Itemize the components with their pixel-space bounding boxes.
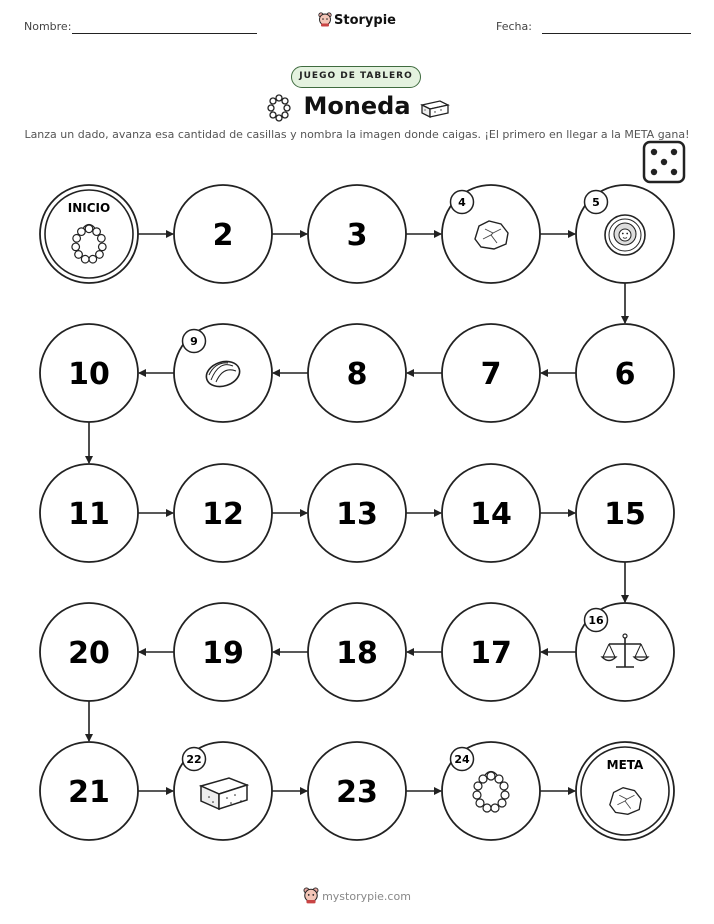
space-number: 17 <box>470 636 512 671</box>
space-number: 18 <box>336 636 378 671</box>
footer <box>0 887 714 904</box>
space-label: INICIO <box>67 201 111 215</box>
space-number: 11 <box>68 497 110 532</box>
space-number: 12 <box>202 497 244 532</box>
board-space <box>442 742 540 840</box>
board-space <box>174 324 272 422</box>
space-number: 23 <box>336 775 378 810</box>
board-space <box>308 185 406 283</box>
board-space <box>174 464 272 562</box>
space-number: 5 <box>592 196 600 209</box>
board-space <box>442 185 540 283</box>
space-number: 16 <box>588 614 604 627</box>
footer-url[interactable]: mystorypie.com <box>322 890 411 903</box>
board-space <box>40 464 138 562</box>
board-cells <box>40 185 674 840</box>
board-space <box>576 464 674 562</box>
space-number: 22 <box>186 753 202 766</box>
game-type-badge: JUEGO DE TABLERO <box>291 66 421 88</box>
board-space <box>308 603 406 701</box>
space-number: 2 <box>212 218 234 253</box>
space-number: 14 <box>470 497 512 532</box>
board-space <box>40 324 138 422</box>
date-label: Fecha: <box>496 20 532 33</box>
space-number: 7 <box>480 357 502 392</box>
space-number: 15 <box>604 497 646 532</box>
space-number: 9 <box>190 335 198 348</box>
board-space <box>442 464 540 562</box>
space-number: 6 <box>614 357 636 392</box>
board-space <box>576 603 674 701</box>
space-number: 4 <box>458 196 466 209</box>
board-space <box>174 603 272 701</box>
board-space <box>40 742 138 840</box>
goal-space <box>576 742 674 840</box>
brand-name: Storypie <box>334 13 396 28</box>
space-number: 21 <box>68 775 110 810</box>
page-title: Moneda <box>303 92 411 120</box>
board-space <box>308 324 406 422</box>
board-space <box>174 185 272 283</box>
space-number: 3 <box>346 218 368 253</box>
space-number: 13 <box>336 497 378 532</box>
board-space <box>40 603 138 701</box>
space-number: 20 <box>68 636 110 671</box>
board-space <box>174 742 272 840</box>
board-space <box>442 324 540 422</box>
space-label: META <box>606 758 644 772</box>
start-space <box>40 185 138 283</box>
board-space <box>308 742 406 840</box>
die-icon <box>644 142 684 182</box>
space-number: 19 <box>202 636 244 671</box>
board-space <box>576 185 674 283</box>
name-label: Nombre: <box>24 20 72 33</box>
space-number: 8 <box>346 357 368 392</box>
space-number: 24 <box>454 753 470 766</box>
bear-mascot-icon <box>303 887 319 904</box>
board-space <box>442 603 540 701</box>
instructions: Lanza un dado, avanza esa cantidad de casillas y nombra la imagen donde caigas. ¡El primero en llegar a la META gana! <box>24 128 690 141</box>
lion-coin-icon <box>605 215 645 255</box>
board-space <box>576 324 674 422</box>
space-number: 10 <box>68 357 110 392</box>
board-space <box>308 464 406 562</box>
